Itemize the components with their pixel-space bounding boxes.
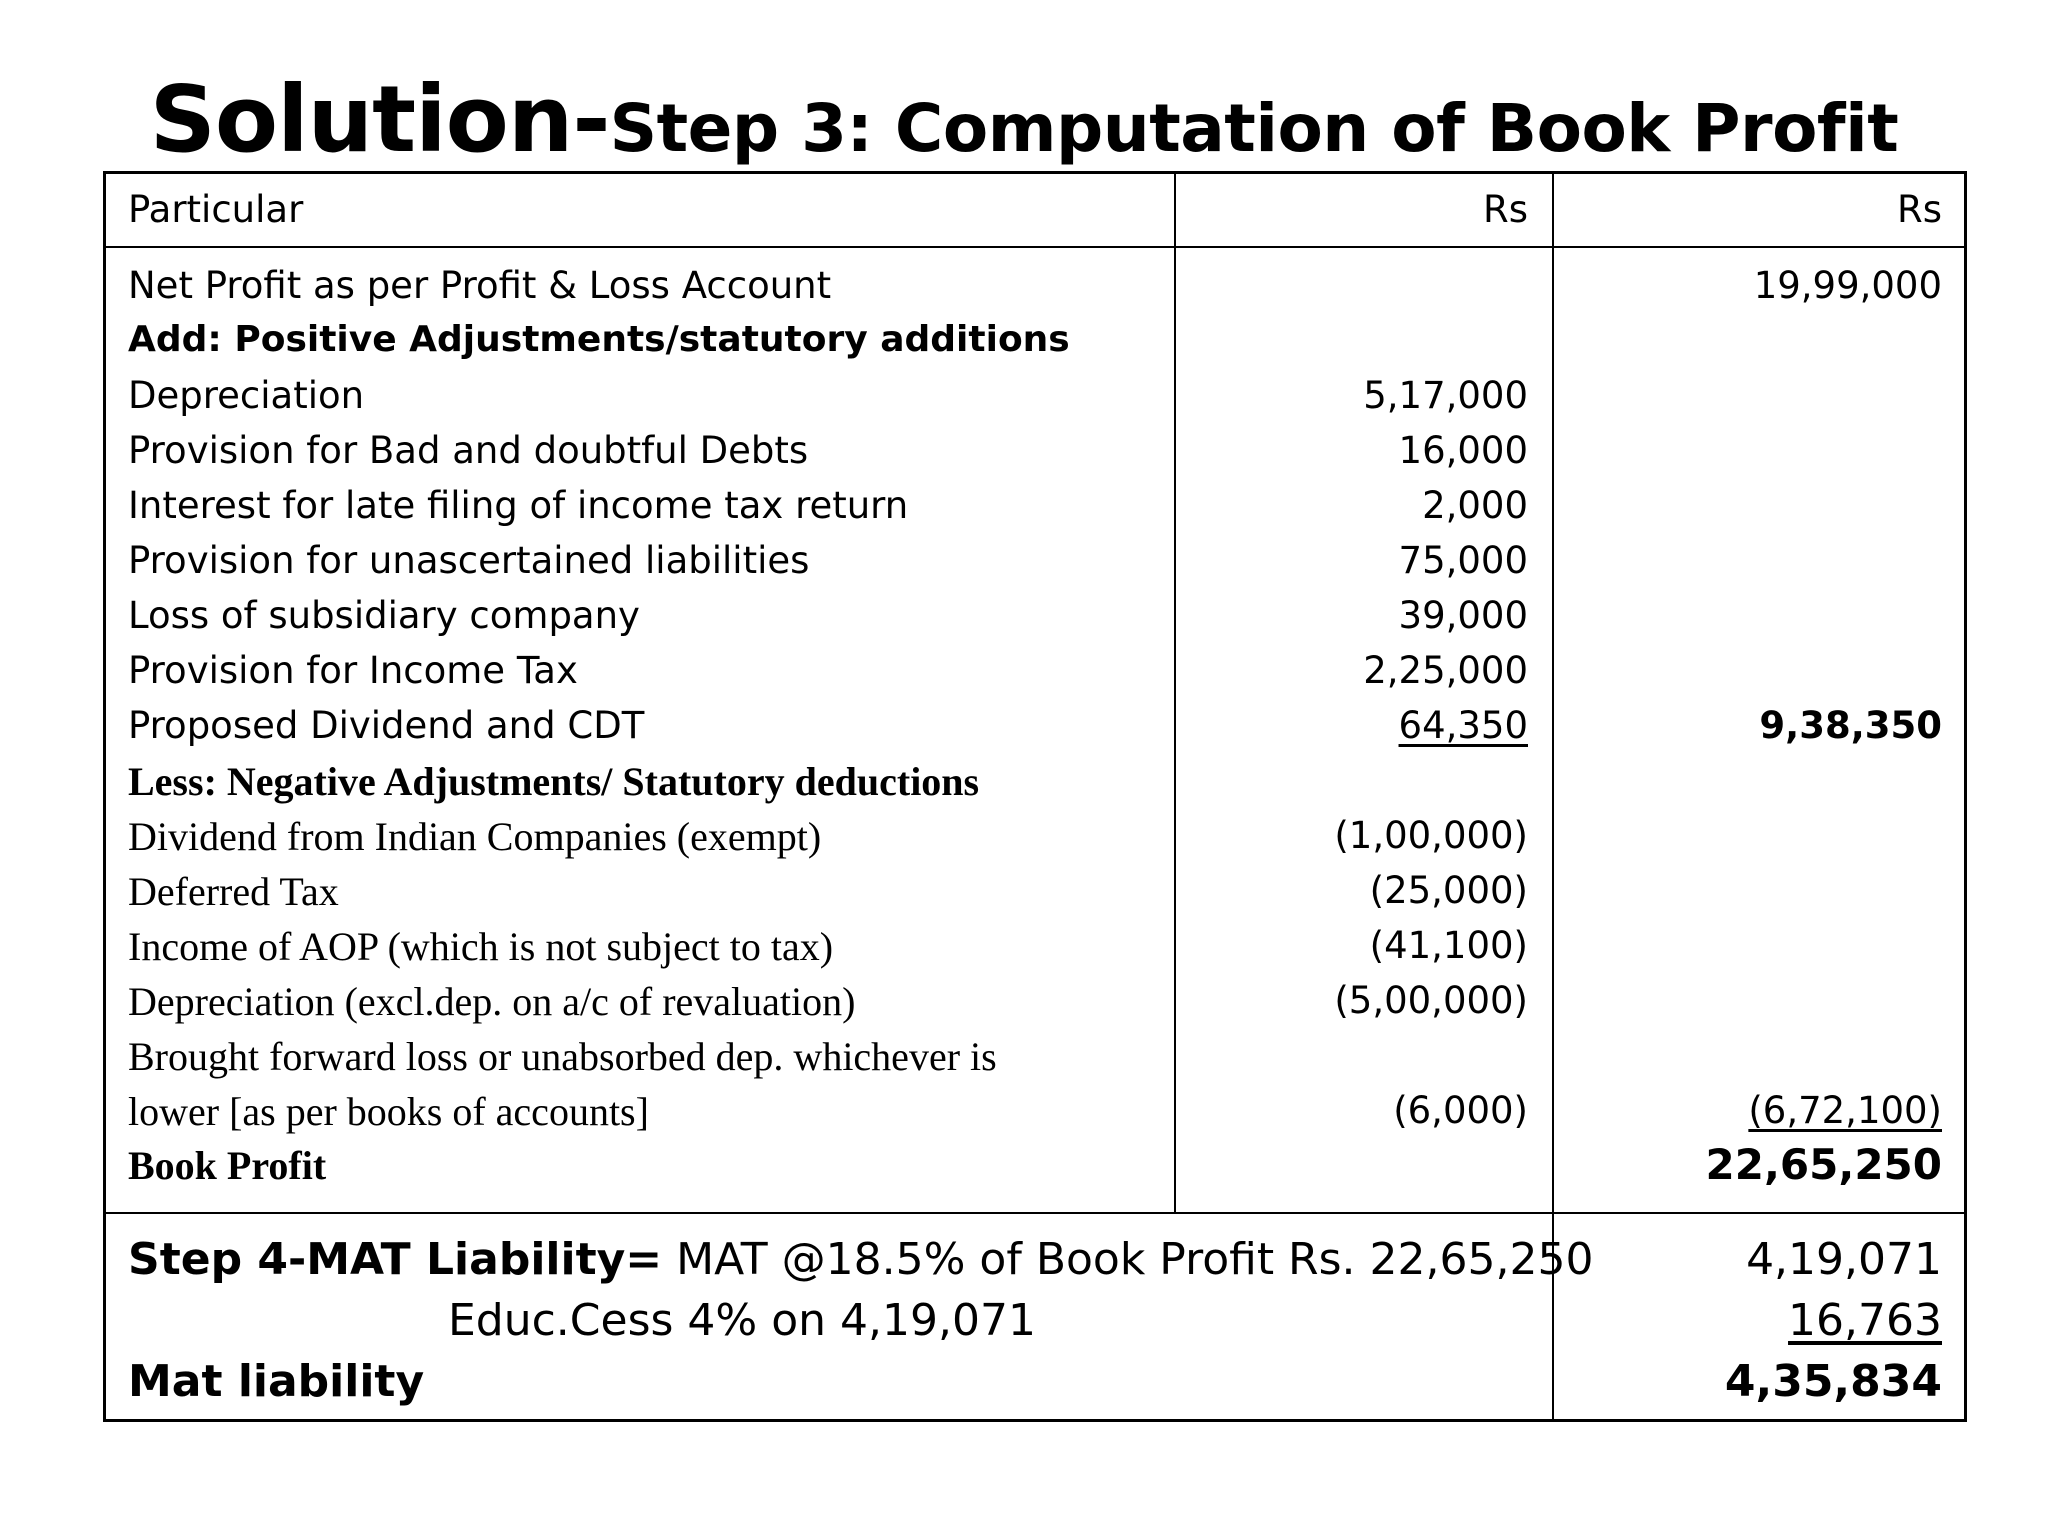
header-divider xyxy=(106,246,1964,248)
mat-step-amount: 4,19,071 xyxy=(1746,1234,1942,1285)
educ-cess-line: Educ.Cess 4% on 4,19,071 xyxy=(448,1295,1036,1346)
page-title xyxy=(0,60,2048,180)
row-amount-subtotal: 64,350 xyxy=(1398,704,1528,747)
row-amount: 2,000 xyxy=(1422,484,1528,527)
header-particular: Particular xyxy=(128,188,304,231)
row-label: Income of AOP (which is not subject to tax) xyxy=(128,924,834,969)
row-amount-total: 19,99,000 xyxy=(1753,264,1942,307)
title-sub: Step 3: Computation of Book Profit xyxy=(609,90,1899,167)
section-divider xyxy=(106,1212,1964,1214)
row-label: Net Profit as per Profit & Loss Account xyxy=(128,264,832,307)
row-amount: (25,000) xyxy=(1369,869,1528,912)
row-amount: (5,00,000) xyxy=(1334,979,1528,1022)
book-profit-label: Book Profit xyxy=(128,1143,327,1188)
mat-step-label: Step 4-MAT Liability= xyxy=(128,1234,663,1285)
column-divider-2 xyxy=(1552,174,1554,1419)
deductions-total: (6,72,100) xyxy=(1748,1089,1942,1132)
row-label: Brought forward loss or unabsorbed dep. whichever is xyxy=(128,1034,997,1079)
row-label: Depreciation (excl.dep. on a/c of revaluation) xyxy=(128,979,856,1024)
row-amount: 2,25,000 xyxy=(1363,649,1528,692)
column-divider-1 xyxy=(1174,174,1176,1213)
book-profit-table xyxy=(103,171,1967,1422)
header-rs-2: Rs xyxy=(1897,188,1942,231)
row-label: Deferred Tax xyxy=(128,869,339,914)
row-label: Interest for late filing of income tax return xyxy=(128,484,909,527)
row-label: Depreciation xyxy=(128,374,365,417)
mat-liability-amount: 4,35,834 xyxy=(1724,1356,1942,1407)
mat-step-line xyxy=(128,1234,1593,1285)
book-profit-amount: 22,65,250 xyxy=(1705,1140,1942,1189)
additions-total: 9,38,350 xyxy=(1759,704,1942,747)
row-amount: 16,000 xyxy=(1398,429,1528,472)
row-amount: (1,00,000) xyxy=(1334,814,1528,857)
row-amount: 5,17,000 xyxy=(1363,374,1528,417)
row-label: Proposed Dividend and CDT xyxy=(128,704,645,747)
section-heading-additions: Add: Positive Adjustments/statutory additions xyxy=(128,319,1070,360)
row-amount: (41,100) xyxy=(1369,924,1528,967)
header-rs-1: Rs xyxy=(1483,188,1528,231)
row-label: Loss of subsidiary company xyxy=(128,594,640,637)
row-label: Dividend from Indian Companies (exempt) xyxy=(128,814,822,859)
title-main: Solution- xyxy=(149,66,610,173)
row-label: Provision for Bad and doubtful Debts xyxy=(128,429,809,472)
row-label: Provision for Income Tax xyxy=(128,649,578,692)
row-label: Provision for unascertained liabilities xyxy=(128,539,810,582)
mat-step-text: MAT @18.5% of Book Profit Rs. 22,65,250 xyxy=(662,1234,1594,1285)
row-amount: (6,000) xyxy=(1393,1089,1528,1132)
educ-cess-amount: 16,763 xyxy=(1788,1295,1942,1346)
section-heading-deductions: Less: Negative Adjustments/ Statutory deductions xyxy=(128,759,980,804)
row-label: lower [as per books of accounts] xyxy=(128,1089,649,1134)
mat-liability-label: Mat liability xyxy=(128,1356,425,1407)
row-amount: 75,000 xyxy=(1398,539,1528,582)
row-amount: 39,000 xyxy=(1398,594,1528,637)
